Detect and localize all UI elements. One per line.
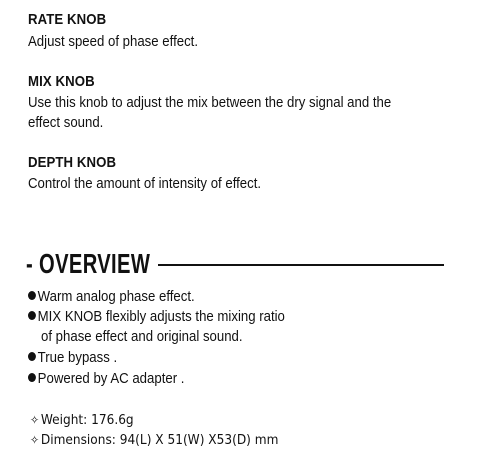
spec-weight xyxy=(30,411,134,430)
mix-knob-heading: MIX KNOB xyxy=(28,73,95,90)
depth-knob-heading: DEPTH KNOB xyxy=(28,154,117,171)
rate-knob-description: Adjust speed of phase effect. xyxy=(28,33,199,50)
bullet-icon xyxy=(28,373,36,382)
overview-divider xyxy=(158,264,444,266)
rate-knob-heading: RATE KNOB xyxy=(28,11,107,28)
overview-bullet-1 xyxy=(28,287,195,306)
four-point-star-icon: ✧ xyxy=(30,433,40,447)
bullet-text: MIX KNOB flexibly adjusts the mixing ratio xyxy=(37,308,285,325)
bullet-icon xyxy=(28,291,36,300)
bullet-text: Powered by AC adapter . xyxy=(37,370,185,387)
spec-dimensions xyxy=(30,431,278,450)
overview-title: - OVERVIEW xyxy=(26,248,151,279)
mix-knob-description-line-1: Use this knob to adjust the mix between the dry signal and the xyxy=(28,94,392,111)
overview-bullet-4 xyxy=(28,369,184,388)
bullet-text: True bypass . xyxy=(37,349,118,366)
bullet-icon xyxy=(28,352,36,361)
spec-weight-text: Weight: 176.6g xyxy=(40,412,134,428)
bullet-icon xyxy=(28,311,36,320)
four-point-star-icon: ✧ xyxy=(30,413,40,427)
overview-bullet-2-continuation: of phase effect and original sound. xyxy=(41,328,243,345)
bullet-text: Warm analog phase effect. xyxy=(37,288,195,305)
depth-knob-description: Control the amount of intensity of effect. xyxy=(28,175,262,192)
spec-dimensions-text: Dimensions: 94(L) X 51(W) X53(D) mm xyxy=(40,432,279,448)
overview-bullet-3 xyxy=(28,348,117,367)
mix-knob-description-line-2: effect sound. xyxy=(28,114,104,131)
overview-bullet-2 xyxy=(28,307,285,326)
